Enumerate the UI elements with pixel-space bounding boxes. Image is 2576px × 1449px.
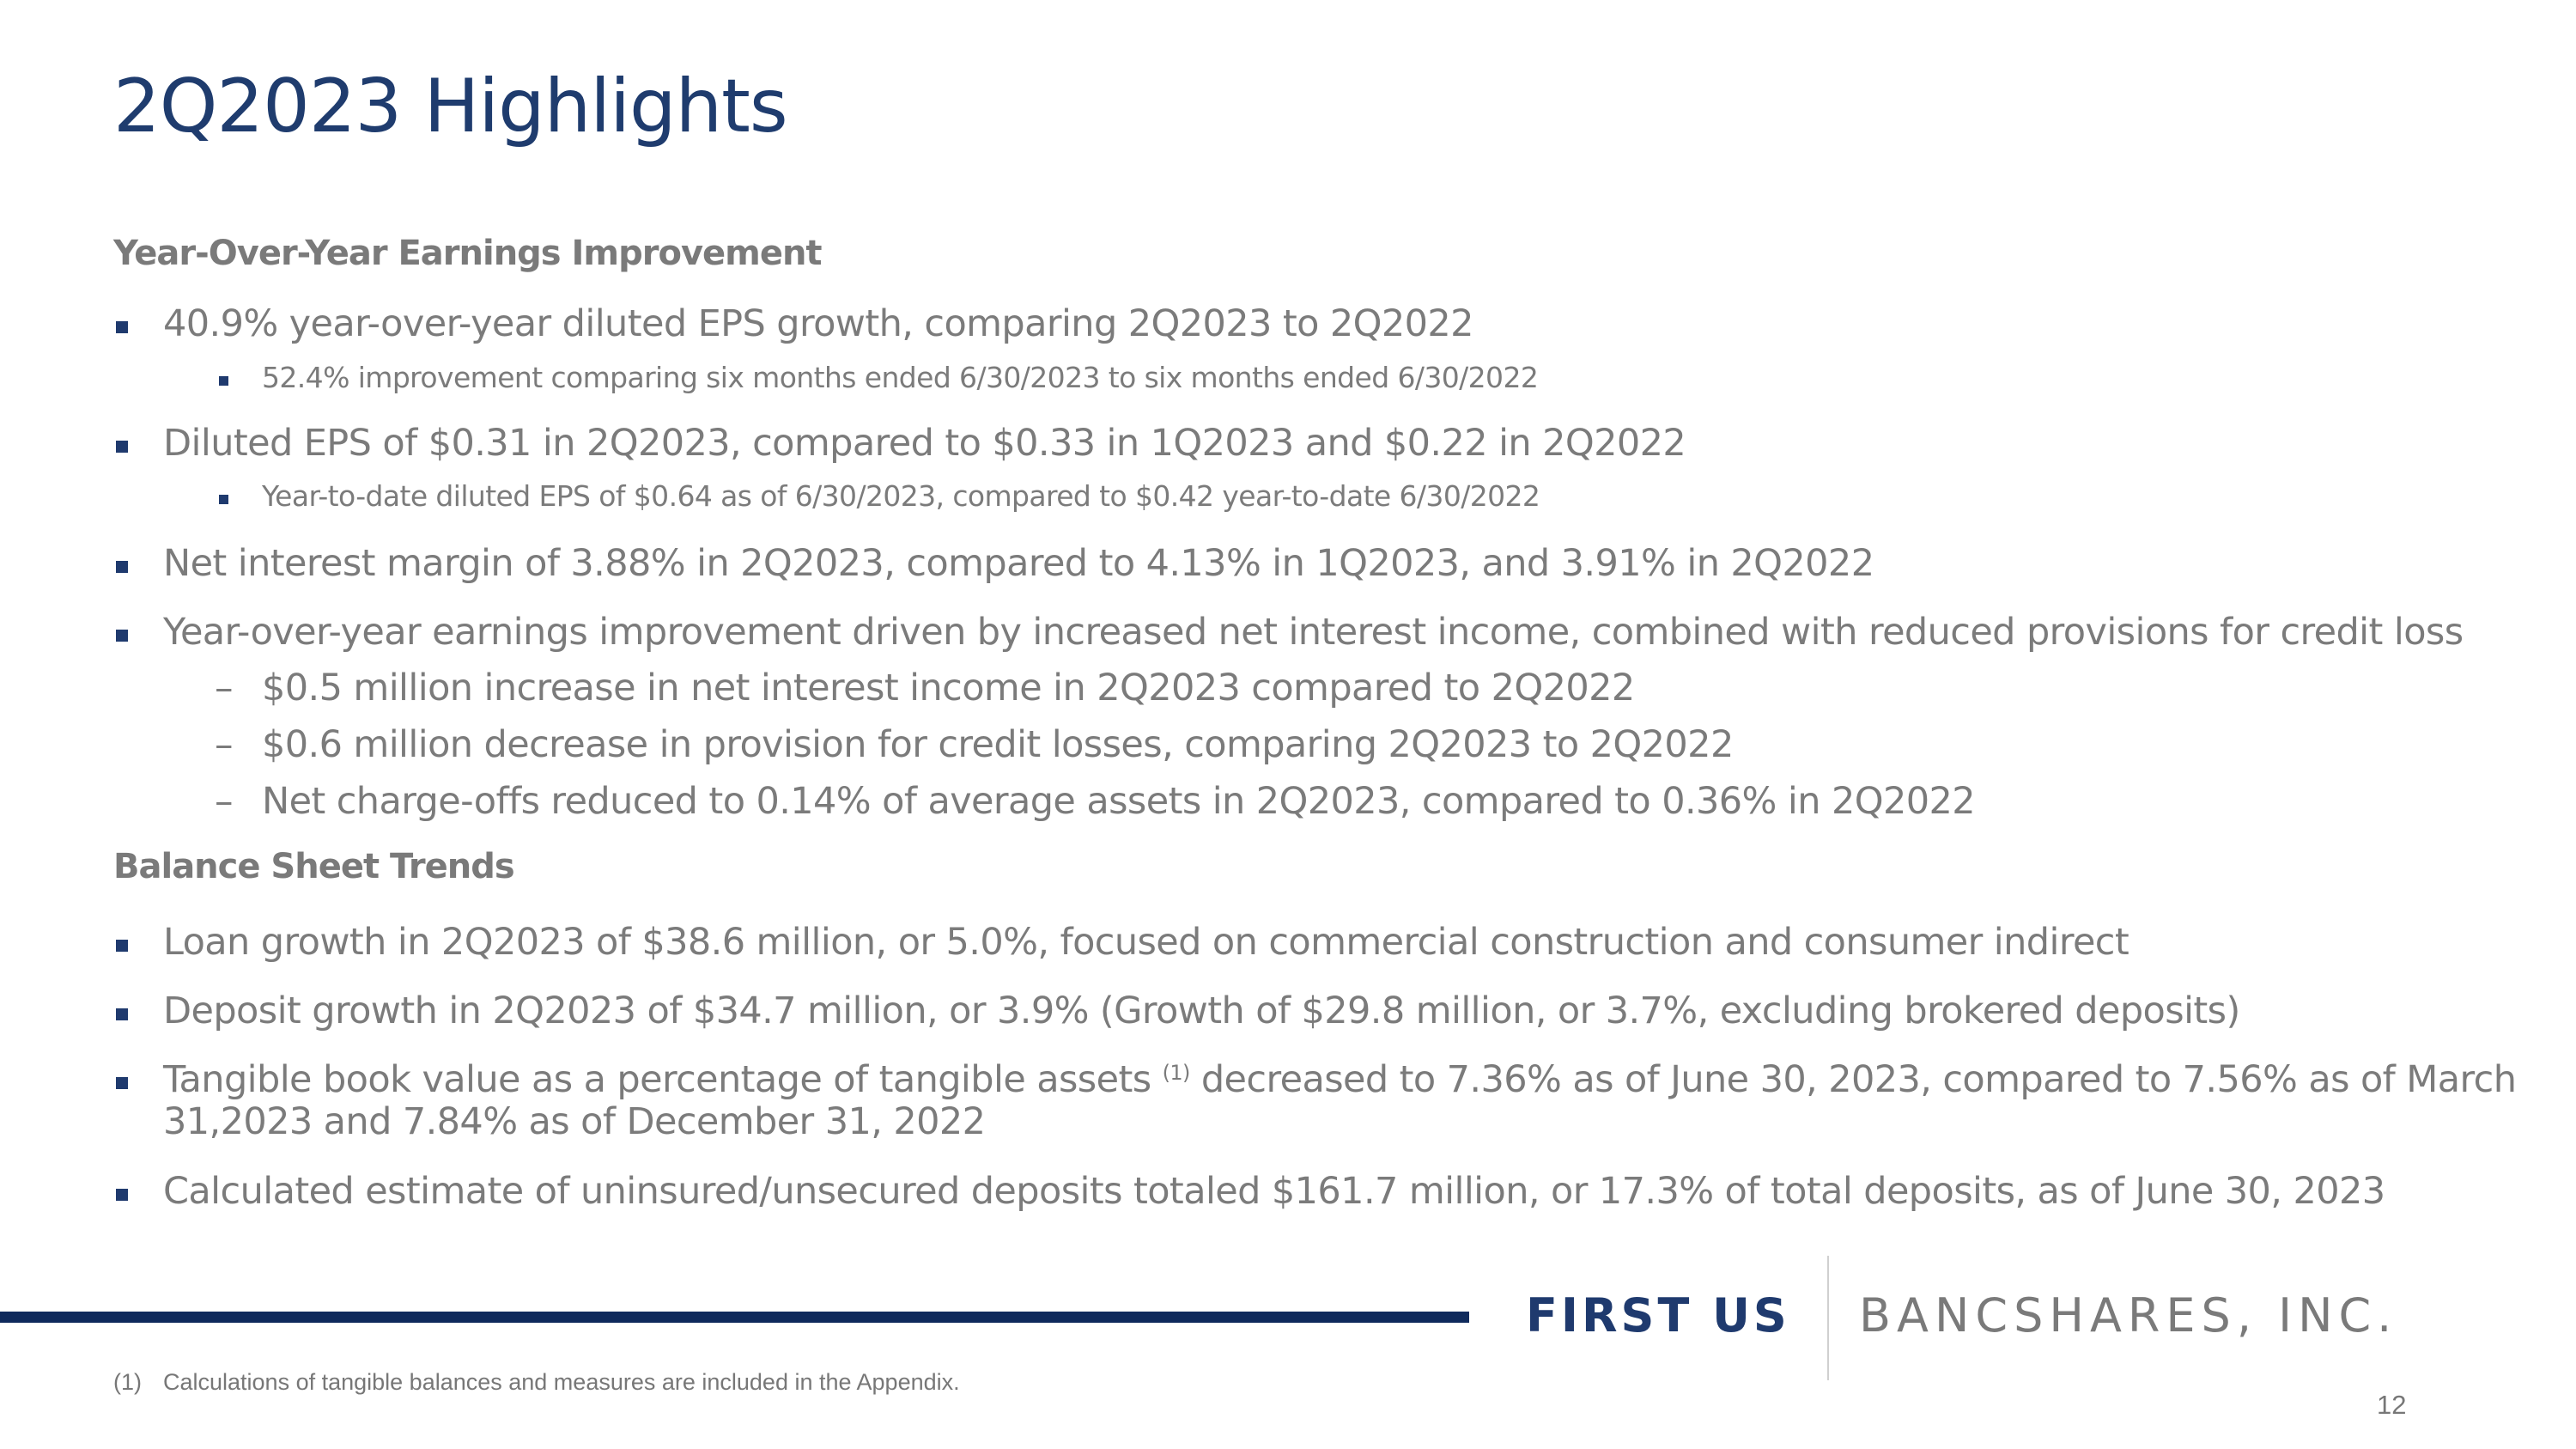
bullet-tangible-book-value-line1 (163, 1058, 2516, 1101)
bullet-loan-growth: Loan growth in 2Q2023 of $38.6 million, or 5.0%, focused on commercial construction and consumer indirect (163, 921, 2129, 964)
dash-item-provision: $0.6 million decrease in provision for credit losses, comparing 2Q2023 to 2Q2022 (262, 723, 1734, 766)
bullet-tangible-book-value-line2: 31,2023 and 7.84% as of December 31, 2022 (163, 1100, 986, 1143)
bullet-deposit-growth: Deposit growth in 2Q2023 of $34.7 million, or 3.9% (Growth of $29.8 million, or 3.7%, excluding brokered deposits) (163, 989, 2240, 1032)
page-number: 12 (2377, 1390, 2407, 1420)
bullet-square-icon (116, 321, 128, 333)
bullet-eps-growth: 40.9% year-over-year diluted EPS growth, comparing 2Q2023 to 2Q2022 (163, 302, 1473, 345)
section-heading-earnings: Year-Over-Year Earnings Improvement (113, 234, 822, 273)
bullet-square-icon (116, 1077, 128, 1089)
dash-bullet-icon: – (215, 723, 234, 766)
footnote-reference: (1) (1162, 1061, 1190, 1085)
tangible-text-post: decreased to 7.36% as of June 30, 2023, compared to 7.56% as of March (1189, 1058, 2517, 1101)
dash-bullet-icon: – (215, 667, 234, 709)
slide-title: 2Q2023 Highlights (113, 64, 787, 149)
bullet-net-interest-margin: Net interest margin of 3.88% in 2Q2023, compared to 4.13% in 1Q2023, and 3.91% in 2Q2022 (163, 542, 1874, 585)
bullet-square-icon (116, 441, 128, 453)
tangible-text-pre: Tangible book value as a percentage of tangible assets (163, 1058, 1163, 1101)
bullet-square-icon (116, 940, 128, 952)
dash-item-charge-offs: Net charge-offs reduced to 0.14% of average assets in 2Q2023, compared to 0.36% in 2Q2022 (262, 780, 1975, 823)
bullet-square-icon (116, 1008, 128, 1020)
sub-bullet-square-icon (219, 495, 228, 504)
logo-separator (1827, 1256, 1829, 1380)
footnote-text: Calculations of tangible balances and measures are included in the Appendix. (163, 1369, 960, 1395)
bullet-uninsured-deposits: Calculated estimate of uninsured/unsecured deposits totaled $161.7 million, or 17.3% of total deposits, as of June 30, 2023 (163, 1170, 2385, 1213)
bullet-square-icon (116, 1189, 128, 1201)
footnote (113, 1369, 960, 1396)
bullet-earnings-drivers: Year-over-year earnings improvement driven by increased net interest income, combined with reduced provisions for credit loss (163, 611, 2464, 654)
logo-bancshares: BANCSHARES, INC. (1859, 1288, 2398, 1342)
footnote-number: (1) (113, 1369, 142, 1395)
sub-bullet-ytd-eps: Year-to-date diluted EPS of $0.64 as of 6/30/2023, compared to $0.42 year-to-date 6/30/2022 (262, 479, 1540, 513)
bullet-square-icon (116, 561, 128, 573)
dash-bullet-icon: – (215, 780, 234, 823)
sub-bullet-six-month: 52.4% improvement comparing six months ended 6/30/2023 to six months ended 6/30/2022 (262, 361, 1539, 394)
bullet-square-icon (116, 630, 128, 642)
bullet-diluted-eps: Diluted EPS of $0.31 in 2Q2023, compared to $0.33 in 1Q2023 and $0.22 in 2Q2022 (163, 422, 1686, 465)
footer-divider-bar (0, 1312, 1469, 1323)
dash-item-net-interest-income: $0.5 million increase in net interest income in 2Q2023 compared to 2Q2022 (262, 667, 1635, 709)
sub-bullet-square-icon (219, 376, 228, 386)
logo-first-us: FIRST US (1526, 1288, 1790, 1342)
section-heading-balance-sheet: Balance Sheet Trends (113, 847, 514, 886)
